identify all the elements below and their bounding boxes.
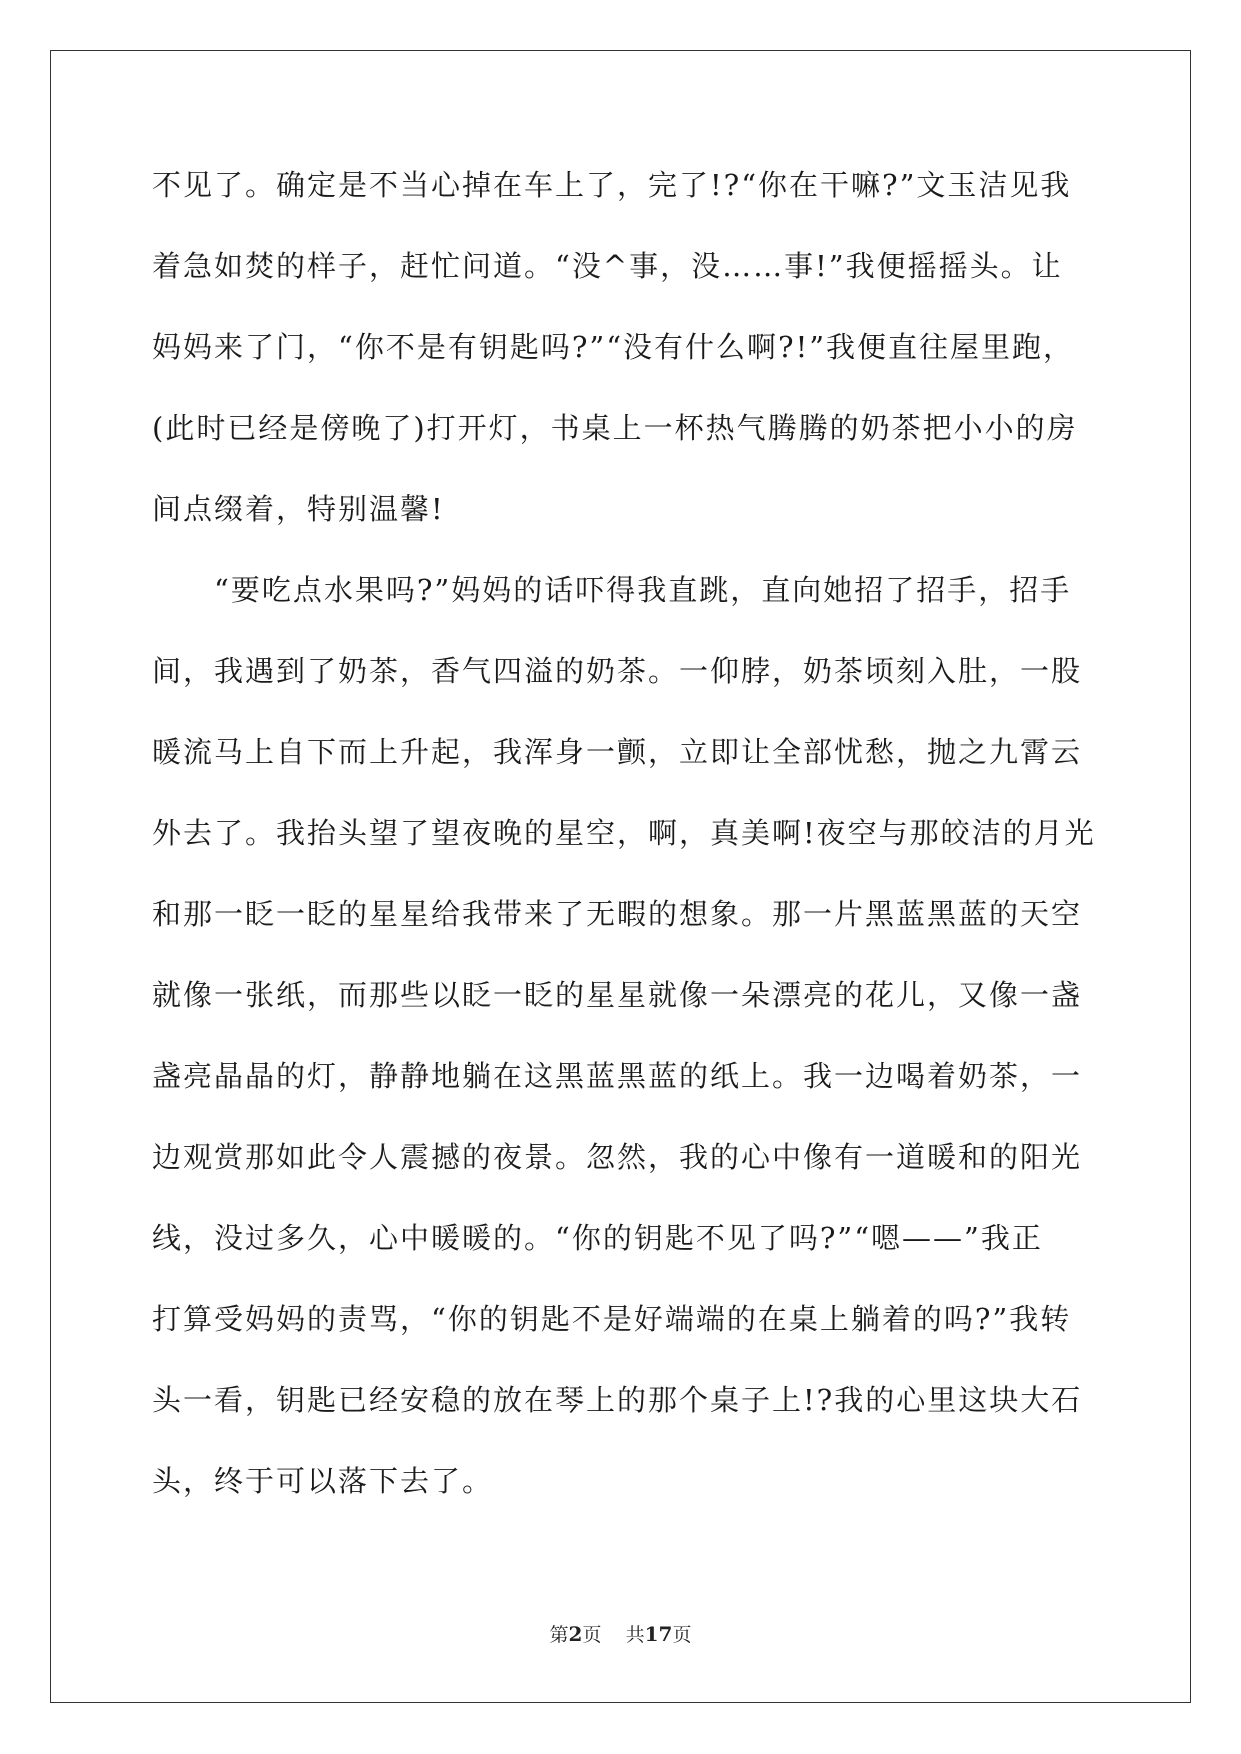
- current-page-number: 2: [568, 1622, 583, 1646]
- text-line: 间点缀着，特别温馨!: [152, 492, 445, 526]
- text-line: 和那一眨一眨的星星给我带来了无暇的想象。那一片黑蓝黑蓝的天空: [152, 897, 1083, 931]
- text-line: 盏亮晶晶的灯，静静地躺在这黑蓝黑蓝的纸上。我一边喝着奶茶，一: [152, 1059, 1083, 1093]
- text-line: 着急如焚的样子，赶忙问道。“没^事，没……事!”我便摇摇头。让: [152, 249, 1063, 283]
- text-line: 边观赏那如此令人震撼的夜景。忽然，我的心中像有一道暖和的阳光: [152, 1140, 1083, 1174]
- text-line: (此时已经是傍晚了)打开灯，书桌上一杯热气腾腾的奶茶把小小的房: [152, 411, 1078, 445]
- total-page-number: 17: [644, 1622, 673, 1646]
- text-line: 线，没过多久，心中暖暖的。“你的钥匙不见了吗?”“嗯——”我正: [152, 1221, 1043, 1255]
- footer-total-prefix: 共: [625, 1624, 645, 1646]
- text-line: 妈妈来了门，“你不是有钥匙吗?”“没有什么啊?!”我便直往屋里跑，: [152, 330, 1075, 364]
- text-line: 暖流马上自下而上升起，我浑身一颤，立即让全部忧愁，抛之九霄云: [152, 735, 1083, 769]
- text-line: “要吃点水果吗?”妈妈的话吓得我直跳，直向她招了招手，招手: [214, 573, 1072, 607]
- text-line: 不见了。确定是不当心掉在车上了，完了!?“你在干嘛?”文玉洁见我: [152, 168, 1072, 202]
- text-line: 头，终于可以落下去了。: [152, 1464, 494, 1498]
- page-footer: [0, 1620, 1241, 1647]
- text-line: 外去了。我抬头望了望夜晚的星空，啊，真美啊!夜空与那皎洁的月光: [152, 816, 1096, 850]
- footer-prefix: 第: [549, 1624, 569, 1646]
- text-line: 头一看，钥匙已经安稳的放在琴上的那个桌子上!?我的心里这块大石: [152, 1383, 1083, 1417]
- footer-page-suffix: 页: [582, 1624, 602, 1646]
- paragraph-1: [152, 145, 1094, 550]
- document-body: [152, 145, 1094, 1522]
- footer-total-suffix: 页: [672, 1624, 692, 1646]
- text-line: 就像一张纸，而那些以眨一眨的星星就像一朵漂亮的花儿，又像一盏: [152, 978, 1083, 1012]
- paragraph-2: [152, 550, 1094, 1522]
- text-line: 打算受妈妈的责骂，“你的钥匙不是好端端的在桌上躺着的吗?”我转: [152, 1302, 1072, 1336]
- text-line: 间，我遇到了奶茶，香气四溢的奶茶。一仰脖，奶茶顷刻入肚，一股: [152, 654, 1083, 688]
